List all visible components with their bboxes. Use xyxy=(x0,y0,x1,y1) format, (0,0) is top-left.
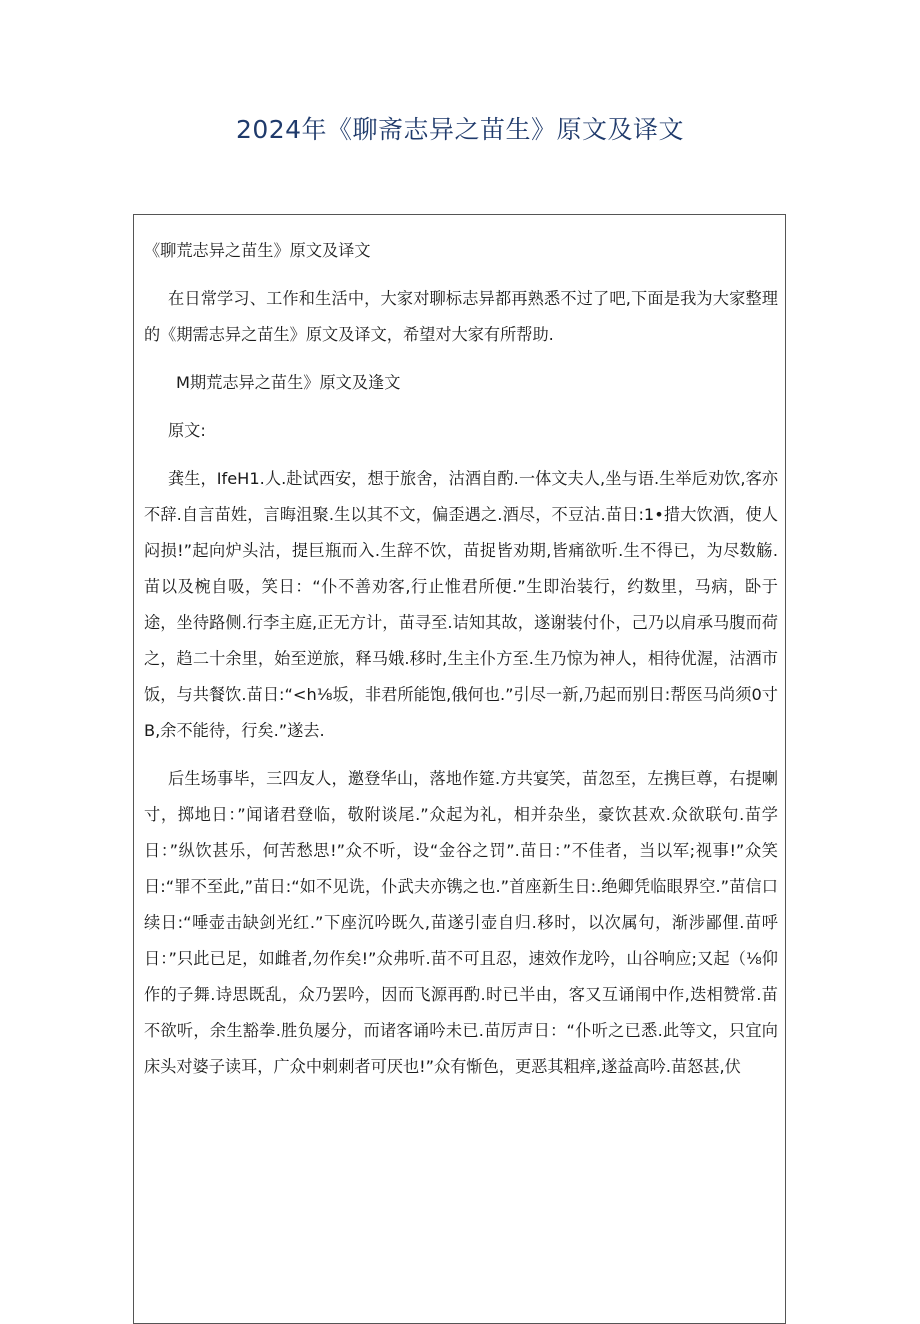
section-subheading: M期荒志异之苗生》原文及逢文 xyxy=(176,373,401,392)
intro-paragraph: 在日常学习、工作和生活中，大家对聊标志异都再熟悉不过了吧,下面是我为大家整理的《期需志异之苗生》原文及译文，希望对大家有所帮助. xyxy=(144,289,778,344)
article-heading: 《聊荒志异之苗生》原文及译文 xyxy=(144,241,371,260)
body-paragraph: 后生场事毕，三四友人，邀登华山，落地作筵.方共宴笑，苗忽至，左携巨尊，右提喇寸，掷地日：”闻诸君登临，敬附谈尾.”众起为礼，相并杂坐，豪饮甚欢.众欲联句.苗学日：”纵饮甚乐，何苦愁思!”众不听，设“金谷之罚”.苗日：”不佳者，当以军;视事!”众笑日:“罪不至此,”苗日:“如不见诜，仆武夫亦镌之也.”首座新生日:.绝卿凭临眼界空.”苗信口续日:“唾壶击缺剑光红.”下座沉吟既久,苗遂引壶自归.移时，以次属句，渐涉鄙俚.苗呼日：”只此已足，如雌者,勿作矣!”众弗听.苗不可且忍，速效作龙吟，山谷响应;又起（⅛仰作的子舞.诗思既乱，众乃罢吟，因而飞源再酌.时已半由，客又互诵闱中作,迭相赞常.苗不欲听，余生豁拳.胜负屡分，而诸客诵吟未已.苗厉声日：“仆听之已悉.此等文，只宜向床头对婆子读耳，广众中刺刺者可厌也!”众有惭色，更恶其粗痒,遂益高吟.苗怒甚,伏 xyxy=(144,769,778,1076)
original-text-label: 原文: xyxy=(168,421,206,440)
page-title: 2024年《聊斋志异之苗生》原文及译文 xyxy=(235,115,685,144)
body-paragraph: 龚生，IfeH1.人.赴试西安，想于旅舍，沽酒自酌.一体文夫人,坐与语.生举卮劝饮,客亦不辞.自言苗姓，言晦沮聚.生以其不文，偏歪遇之.酒尽，不豆沽.苗日:1•措大饮酒，使人闷损!”起向炉头沽，提巨瓶而入.生辞不饮，苗捉皆劝期,皆痛欲听.生不得已，为尽数觞.苗以及椀自吸，笑日：“仆不善劝客,行止惟君所便.”生即治装行，约数里，马病，卧于途，坐待路侧.行李主庭,正无方计，苗寻至.诘知其故，遂谢装付仆，己乃以肩承马腹而荷之，趋二十余里，始至逆旅，释马娥.移时,生主仆方至.生乃惊为神人，相待优渥，沽酒市饭，与共餐饮.苗日:“<h⅛坂，非君所能饱,俄何也.”引尽一新,乃起而别日:帮医马尚须0寸B,余不能待，行矣.”遂去. xyxy=(144,469,778,740)
document-body-frame xyxy=(133,214,786,1324)
document-body xyxy=(144,233,778,1085)
